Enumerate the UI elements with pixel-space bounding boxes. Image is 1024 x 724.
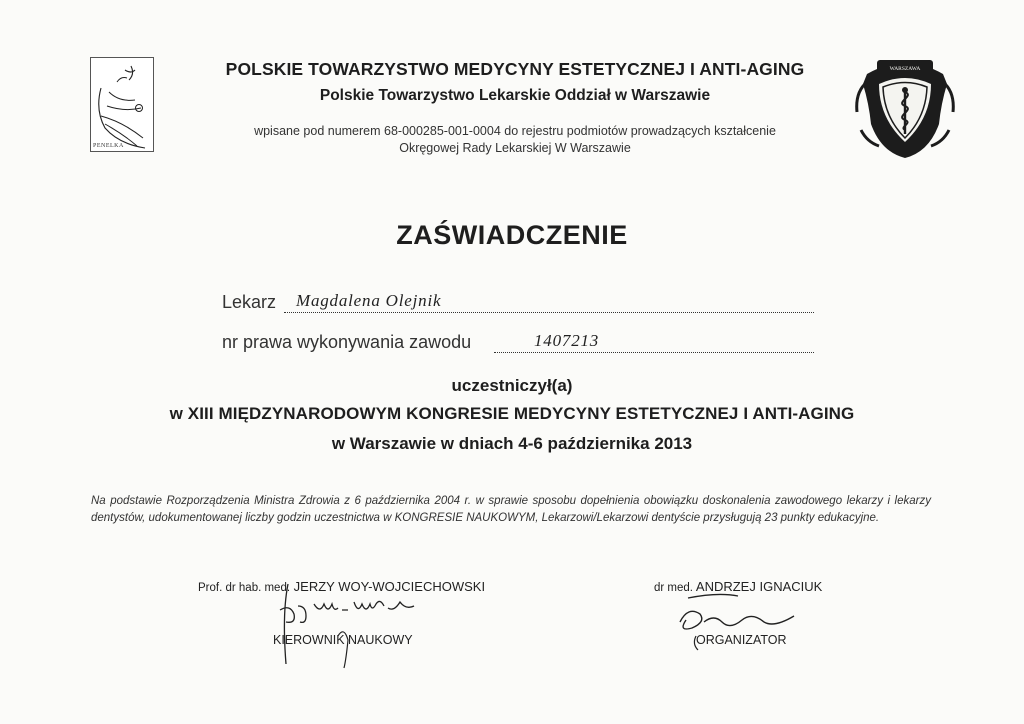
organization-name: POLSKIE TOWARZYSTWO MEDYCYNY ESTETYCZNEJ I ANTI-AGING	[225, 59, 805, 79]
document-title: ZAŚWIADCZENIE	[396, 220, 628, 250]
registry-line-2: Okręgowej Rady Lekarskiej W Warszawie	[399, 141, 631, 155]
participation-line: uczestniczył(a)	[451, 376, 573, 395]
legal-basis-text: Na podstawie Rozporządzenia Ministra Zdrowia z 6 października 2004 r. w sprawie sposobu dopełnienia obowiązku doskonalenia zawodowego lekarzy i lekarzy dentystów, udokumentowanej liczby godzin uczestnictwa w KONGRESIE NAUKOWYM, Lekarzowi/Lekarzowi dentyście przysługują 23 punkty edukacyjne.	[91, 495, 931, 524]
doctor-label: Lekarz	[222, 292, 277, 312]
right-signatory-name: ANDRZEJ IGNACIUK	[695, 579, 823, 594]
right-signatory-role: ORGANIZATOR	[696, 633, 787, 647]
logo-wordmark: PENELKA	[93, 143, 124, 149]
society-logo	[90, 57, 154, 152]
congress-name: w XIII MIĘDZYNARODOWYM KONGRESIE MEDYCYNY ESTETYCZNEJ I ANTI-AGING	[169, 404, 855, 423]
license-dotted-line	[494, 352, 814, 353]
license-field	[222, 332, 814, 358]
left-signatory-title: Prof. dr hab. med.	[198, 582, 291, 594]
crest-text: WARSZAWA	[889, 66, 921, 72]
face-sketch-icon	[91, 58, 153, 151]
doctor-field	[222, 292, 814, 318]
license-number-value: 1407213	[534, 331, 600, 350]
right-signatory-title: dr med.	[654, 582, 693, 594]
license-label: nr prawa wykonywania zawodu	[222, 332, 472, 352]
congress-dates: w Warszawie w dniach 4-6 października 2013	[331, 434, 693, 453]
organization-branch: Polskie Towarzystwo Lekarskie Oddział w Warszawie	[319, 87, 711, 104]
left-handwritten-signature	[268, 580, 428, 670]
left-signatory-name: JERZY WOY-WOJCIECHOWSKI	[293, 579, 486, 594]
doctor-name-value: Magdalena Olejnik	[296, 291, 442, 310]
doctor-dotted-line	[284, 312, 814, 313]
registry-line-1: wpisane pod numerem 68-000285-001-0004 do rejestru podmiotów prowadzących kształcenie	[254, 124, 776, 138]
left-signatory-role: KIEROWNIK NAUKOWY	[273, 633, 413, 647]
